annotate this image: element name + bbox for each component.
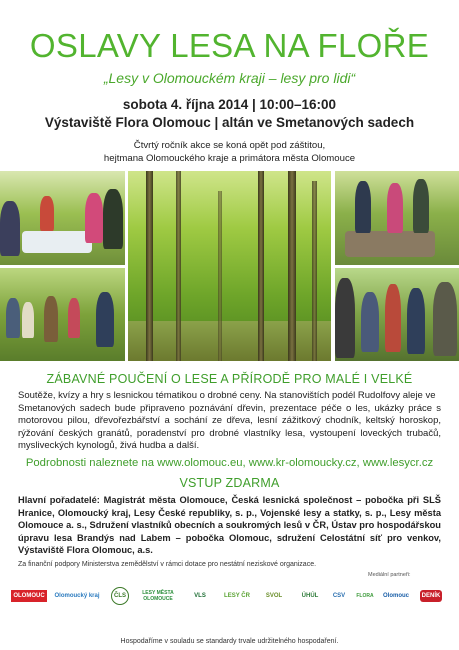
media-partners-label: Mediální partneři: <box>368 572 411 578</box>
lesy-mesta-olomouce-logo-text: LESY MĚSTA OLOMOUCE <box>142 590 174 602</box>
svol-logo-text: SVOL <box>265 593 283 599</box>
lesy-mesta-olomouce-logo <box>138 582 178 610</box>
free-entry-heading: VSTUP ZDARMA <box>179 476 280 490</box>
css-logo-text: CSV <box>332 593 346 599</box>
olomoucky-kraj-logo <box>52 582 102 610</box>
svol-logo <box>256 582 292 610</box>
vls-logo-text: VLS <box>194 593 206 599</box>
olomouc-radio-logo-text: Olomouc <box>382 593 409 599</box>
event-description <box>18 390 441 453</box>
photo-left-top <box>0 171 125 265</box>
olomouc-city-logo-text: OLOMOUC <box>11 590 46 602</box>
event-description-line-2: Smetanových sadech bude připraveno poznávání dřevin, prezentace péče o les, ukázky práce s motorovou pilou, dřevořezbářství a sochání ze dřeva, lesní zážitkový chodník, keltský horoskop, rýžování českých granátů, poradenství pro drobné vlastníky lesa, vystoupení loveckých trubačů, mysliveckých kynologů, živá hudba a další. <box>18 402 441 451</box>
event-description-line-1: Soutěže, kvízy a hry s lesnickou tématikou o drobné ceny. Na stanovištích podél Rudolfovy aleje ve <box>18 390 436 401</box>
vls-logo <box>182 582 218 610</box>
more-info-links[interactable]: Podrobnosti naleznete na www.olomouc.eu, www.kr-olomoucky.cz, www.lesycr.cz <box>25 457 434 469</box>
support-note: Za finanční podpory Ministerstva zemědělství v rámci dotace pro nestátní neziskové organizace. <box>18 561 317 568</box>
patronage-line-1: Čtvrtý ročník akce se koná opět pod záštitou, <box>133 140 326 151</box>
patronage-line-2: hejtmana Olomouckého kraje a primátora města Olomouce <box>103 153 356 164</box>
photo-forest-center <box>128 171 331 361</box>
photo-left-bottom <box>0 268 125 361</box>
lesy-cr-logo-text: LESY ČR <box>224 593 250 599</box>
cls-logo <box>106 582 134 610</box>
photo-right-top <box>335 171 459 265</box>
page-title: OSLAVY LESA NA FLOŘE <box>29 27 430 64</box>
uhul-logo <box>296 582 324 610</box>
css-logo <box>328 582 350 610</box>
event-date-time: sobota 4. října 2014 | 10:00–16:00 <box>122 97 337 112</box>
subtitle: „Lesy v Olomouckém kraji – lesy pro lidi“ <box>103 70 356 86</box>
olomoucky-kraj-logo-text: Olomoucký kraj <box>54 593 100 599</box>
organizers-paragraph <box>18 494 441 557</box>
flora-logo-text: FLORA <box>356 593 374 599</box>
organizers-text: Hlavní pořadatelé: Magistrát města Olomouce, Česká lesnická společnost – pobočka při SLŠ Hranice, Olomoucký kraj, Lesy České republiky, s. p., Vojenské lesy a statky, s. p., Lesy města Olomouce a. s., Sdružení vlastníků obecních a soukromých lesů v ČR, Ústav pro hospodářskou úpravu lesa Brandýs nad Labem – pobočka Olomouc, sdružení Celostátní síť pro venkov, Výstaviště Flora Olomouc, a.s. <box>18 495 441 555</box>
partner-logos <box>10 582 450 610</box>
footer-note: Hospodaříme v souladu se standardy trvale udržitelného hospodaření. <box>120 638 339 645</box>
olomouc-city-logo <box>12 582 46 610</box>
denik-logo <box>416 582 446 610</box>
section-heading: ZÁBAVNÉ POUČENÍ O LESE A PŘÍRODĚ PRO MALÉ I VELKÉ <box>46 372 413 386</box>
denik-logo-text: DENÍK <box>420 590 443 602</box>
cls-logo-text: ČLS <box>111 587 129 605</box>
event-venue: Výstaviště Flora Olomouc | altán ve Smetanových sadech <box>44 115 415 130</box>
flora-logo <box>354 582 376 610</box>
photo-right-bottom <box>335 268 459 361</box>
olomouc-radio-logo <box>380 582 412 610</box>
lesy-cr-logo <box>222 582 252 610</box>
uhul-logo-text: ÚHÚL <box>301 593 319 599</box>
